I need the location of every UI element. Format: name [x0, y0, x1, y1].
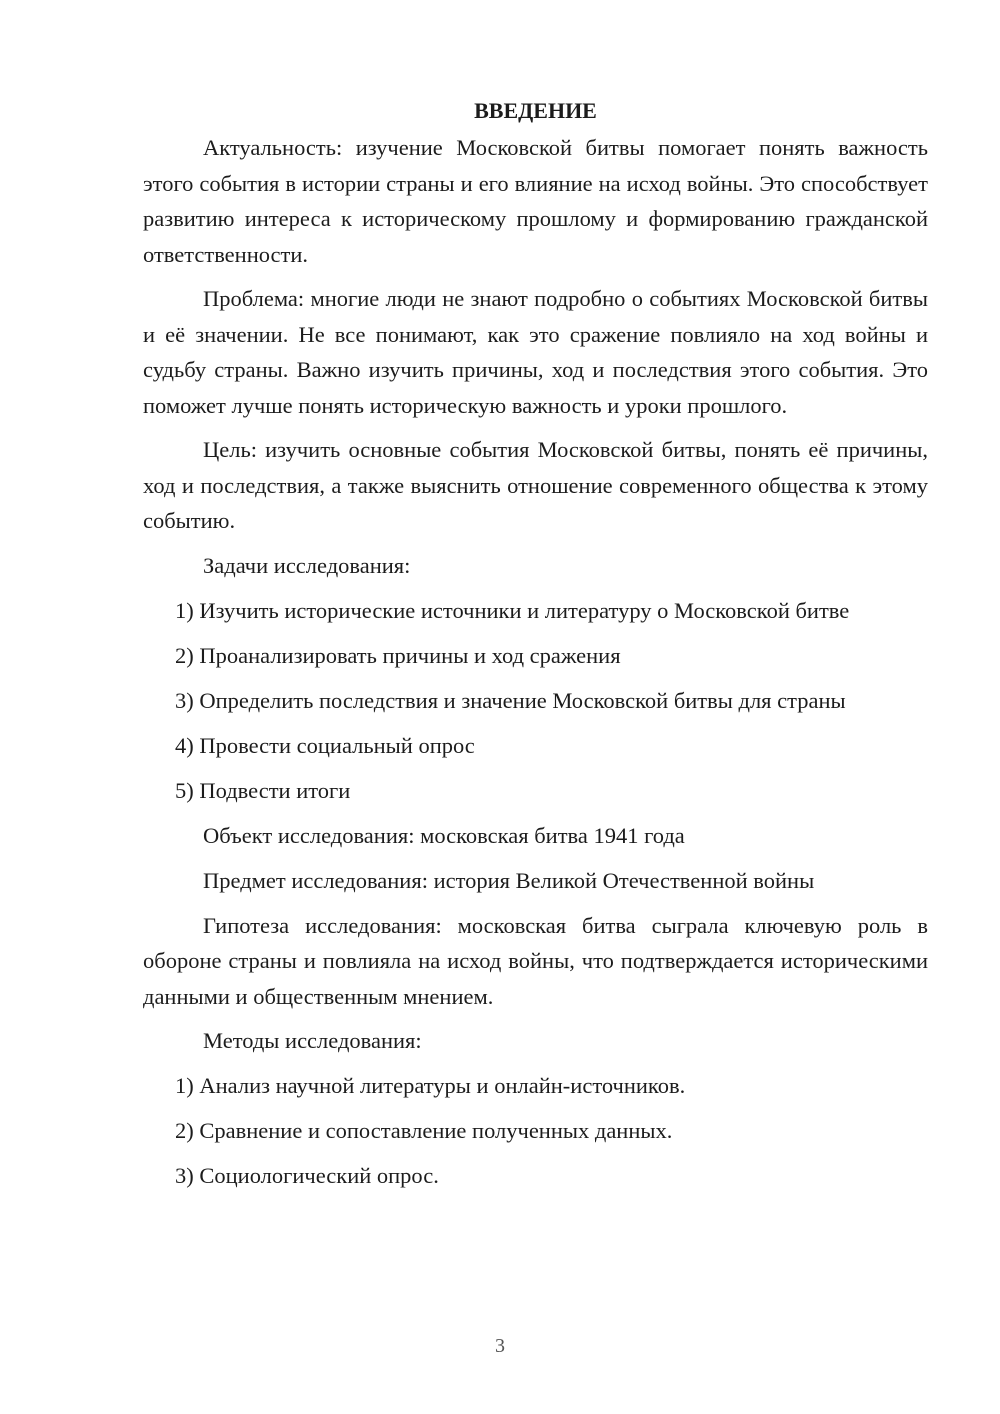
page-number: 3 [495, 1335, 505, 1357]
task-item: 2) Проанализировать причины и ход сражения [175, 642, 621, 668]
method-item: 3) Социологический опрос. [175, 1163, 439, 1188]
goal-paragraph: Цель: изучить основные события Московской битвы, понять её причины, ход и последствия, а также выяснить отношение современного общества к этому событию. [143, 437, 928, 533]
methods-list [143, 1068, 928, 1194]
problem-paragraph: Проблема: многие люди не знают подробно о событиях Московской битвы и её значении. Не все понимают, как это сражение повлияло на ход войны и судьбу страны. Важно изучить причины, ход и последствия этого события. Это поможет лучше понять историческую важность и уроки прошлого. [143, 286, 928, 418]
methods-heading: Методы исследования: [203, 1028, 422, 1053]
page-title: ВВЕДЕНИЕ [474, 98, 597, 123]
tasks-list [143, 593, 928, 809]
task-item: 1) Изучить исторические источники и литературу о Московской битве [175, 597, 850, 623]
task-item: 4) Провести социальный опрос [175, 732, 475, 758]
subject-line: Предмет исследования: история Великой Отечественной войны [203, 867, 815, 893]
task-item: 5) Подвести итоги [175, 777, 351, 803]
method-item: 2) Сравнение и сопоставление полученных данных. [175, 1118, 673, 1143]
tasks-heading: Задачи исследования: [203, 552, 411, 578]
hypothesis-paragraph: Гипотеза исследования: московская битва сыграла ключевую роль в обороне страны и повлияла на исход войны, что подтверждается историческими данными и общественным мнением. [143, 912, 928, 1009]
relevance-paragraph: Актуальность: изучение Московской битвы помогает понять важность этого события в истории страны и его влияние на исход войны. Это способствует развитию интереса к историческому прошлому и формированию гражданской ответственности. [143, 135, 928, 267]
task-item: 3) Определить последствия и значение Московской битвы для страны [175, 687, 846, 713]
method-item: 1) Анализ научной литературы и онлайн-источников. [175, 1073, 686, 1098]
object-line: Объект исследования: московская битва 1941 года [203, 822, 685, 848]
page-content [143, 94, 928, 1203]
